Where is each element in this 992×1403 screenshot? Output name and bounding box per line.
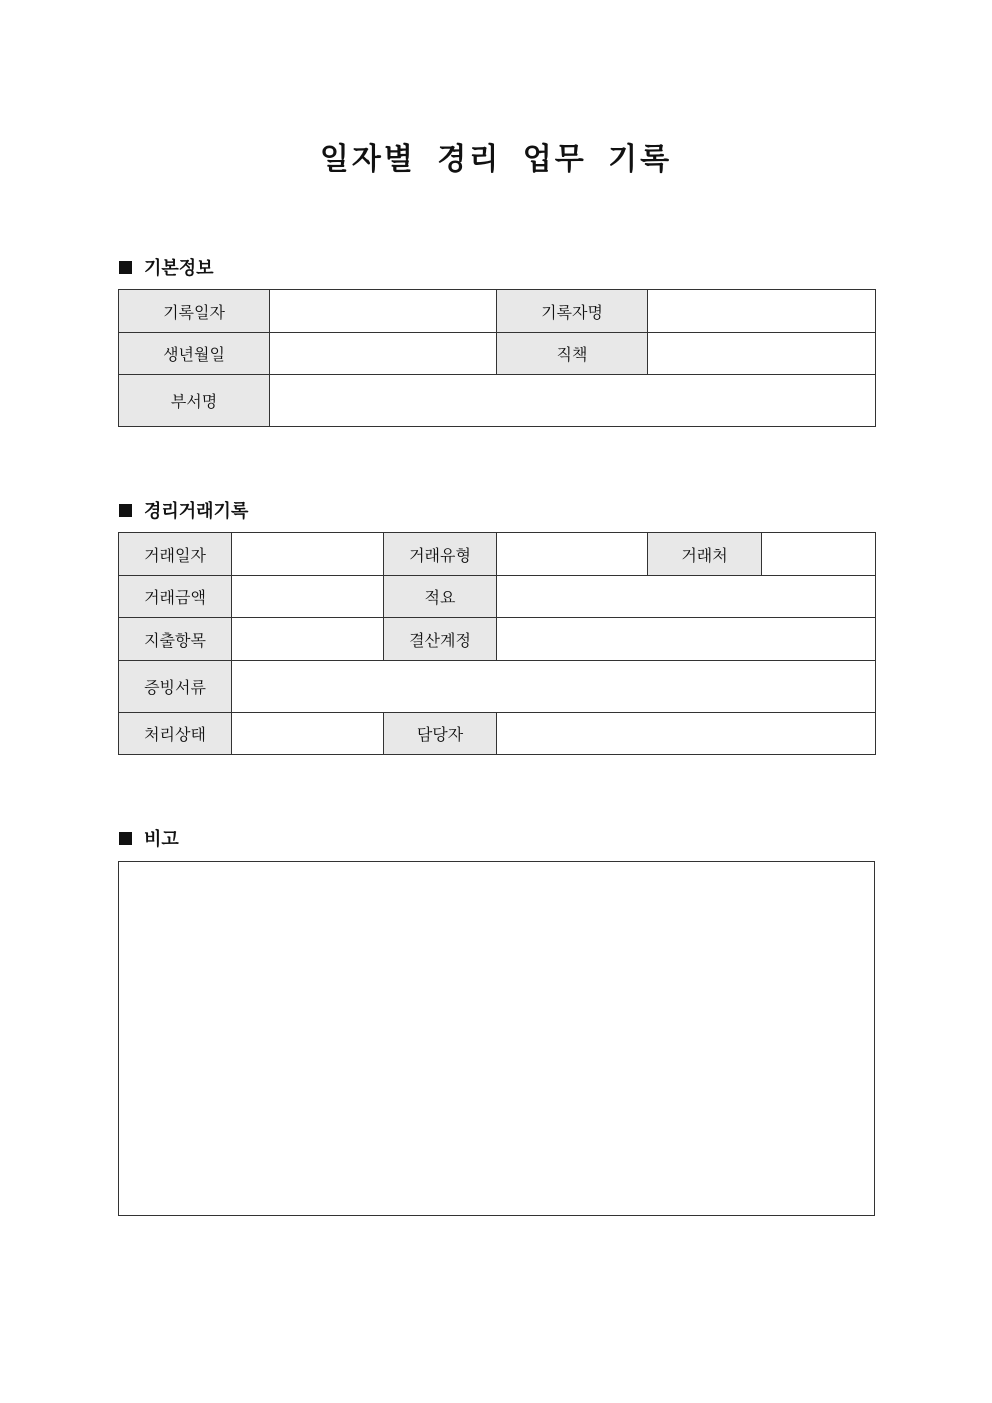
label-trans-type: 거래유형 xyxy=(384,533,497,576)
label-manager: 담당자 xyxy=(384,713,497,755)
section-heading-label: 기본정보 xyxy=(144,258,214,279)
department-field[interactable] xyxy=(270,375,876,427)
transaction-table xyxy=(118,532,876,755)
label-position: 직책 xyxy=(497,333,648,375)
label-amount: 거래금액 xyxy=(119,576,232,618)
label-account: 결산계정 xyxy=(384,618,497,661)
counterparty-field[interactable] xyxy=(762,533,876,576)
trans-date-field[interactable] xyxy=(232,533,384,576)
trans-type-field[interactable] xyxy=(497,533,648,576)
section-heading-label: 경리거래기록 xyxy=(144,501,249,522)
label-department: 부서명 xyxy=(119,375,270,427)
section-heading-label: 비고 xyxy=(144,829,179,850)
record-date-field[interactable] xyxy=(270,290,497,333)
label-counterparty: 거래처 xyxy=(648,533,762,576)
basic-info-table xyxy=(118,289,876,427)
manager-field[interactable] xyxy=(497,713,876,755)
label-expense-item: 지출항목 xyxy=(119,618,232,661)
section-heading-basic xyxy=(119,254,214,280)
label-status: 처리상태 xyxy=(119,713,232,755)
summary-field[interactable] xyxy=(497,576,876,618)
account-field[interactable] xyxy=(497,618,876,661)
label-record-date: 기록일자 xyxy=(119,290,270,333)
amount-field[interactable] xyxy=(232,576,384,618)
expense-item-field[interactable] xyxy=(232,618,384,661)
remarks-box[interactable] xyxy=(118,861,875,1216)
label-recorder-name: 기록자명 xyxy=(497,290,648,333)
birth-date-field[interactable] xyxy=(270,333,497,375)
square-bullet-icon xyxy=(119,832,132,845)
label-evidence: 증빙서류 xyxy=(119,661,232,713)
recorder-name-field[interactable] xyxy=(648,290,876,333)
label-birth-date: 생년월일 xyxy=(119,333,270,375)
page-title: 일자별 경리 업무 기록 xyxy=(319,142,673,177)
square-bullet-icon xyxy=(119,504,132,517)
label-trans-date: 거래일자 xyxy=(119,533,232,576)
section-heading-remarks xyxy=(119,825,179,851)
position-field[interactable] xyxy=(648,333,876,375)
evidence-field[interactable] xyxy=(232,661,876,713)
section-heading-transaction xyxy=(119,497,248,523)
status-field[interactable] xyxy=(232,713,384,755)
label-summary: 적요 xyxy=(384,576,497,618)
square-bullet-icon xyxy=(119,261,132,274)
